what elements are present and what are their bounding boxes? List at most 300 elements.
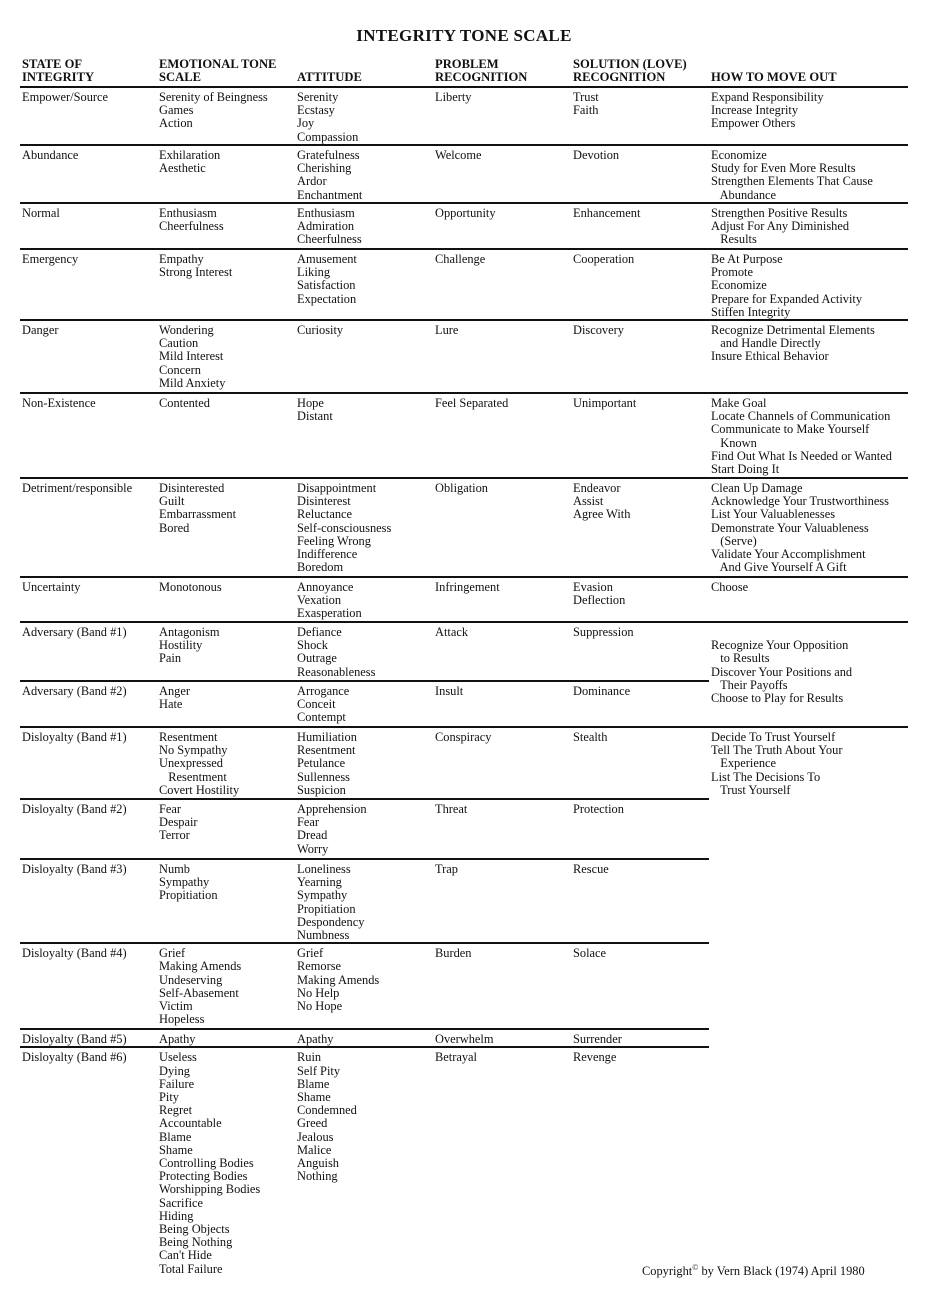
cell-line: Expectation [297,291,357,306]
cell-line: Resentment [297,743,356,758]
cell-line: Failure [159,1076,195,1091]
copyright-prefix: Copyright [642,1264,693,1279]
cell-state [20,859,157,943]
cell-line: Cherishing [297,161,352,176]
cell-line: Promote [711,265,753,280]
cell-line: Hopeless [159,1012,205,1027]
cell-line: Overwhelm [435,1032,494,1047]
cell-move [709,577,908,622]
cell-state [20,1047,157,1277]
cell-line: Enchantment [297,187,363,202]
cell-line: Distant [297,409,333,424]
cell-line: Agree With [573,507,631,522]
cell-line: Pity [159,1090,179,1105]
table-row [20,249,908,320]
cell-line: Covert Hostility [159,782,240,797]
cell-line: Defiance [297,625,342,640]
cell-line: Challenge [435,252,486,266]
cell-line: Compassion [297,129,359,144]
cell-line: Mild Interest [159,349,224,364]
cell-line: Acknowledge Your Trustworthiness [711,494,889,509]
cell-line: Contented [159,396,210,411]
cell-line: Serenity of Beingness [159,90,268,104]
header-line: EMOTIONAL TONE [159,57,277,71]
cell-line: Cooperation [573,252,635,266]
cell-line: Reasonableness [297,664,376,679]
column-header-move [709,56,908,87]
cell-line: Making Amends [297,972,380,987]
cell-line: Humiliation [297,730,357,745]
cell-line: Disinterested [159,481,225,496]
cell-line: Adversary (Band #1) [22,625,127,640]
document-title: INTEGRITY TONE SCALE [356,26,572,45]
cell-line: Guilt [159,494,185,509]
column-header-attitude [295,56,433,87]
header-line: PROBLEM [435,57,499,71]
cell-line: Games [159,103,194,118]
cell-line: Victim [159,999,193,1014]
cell-line: Rescue [573,862,609,877]
cell-problem [433,727,571,799]
header-line: SOLUTION (LOVE) [573,57,687,71]
cell-line: Find Out What Is Needed or Wanted [711,448,892,463]
cell-line: Grief [297,946,324,961]
cell-tone [157,727,295,799]
cell-line: Locate Channels of Communication [711,409,891,424]
cell-line: Curiosity [297,323,344,338]
cell-line: Condemned [297,1103,357,1118]
cell-line: Ecstasy [297,103,335,118]
cell-problem [433,478,571,577]
cell-line: Sullenness [297,769,351,784]
cell-attitude [295,799,433,859]
cell-line: Discovery [573,323,624,338]
cell-move [709,320,908,393]
cell-line: Lure [435,323,459,338]
cell-tone [157,1029,295,1047]
cell-solution [571,203,709,249]
cell-attitude [295,622,433,681]
cell-line: Amusement [297,252,357,266]
copyright-symbol: © [692,1263,699,1272]
cell-line: Betrayal [435,1050,477,1065]
cell-line: Adjust For Any Diminished [711,219,850,234]
cell-line: Known [711,435,757,450]
cell-line: Unexpressed [159,756,223,771]
cell-line: Solace [573,946,607,961]
copyright-text: by Vern Black (1974) April 1980 [701,1264,865,1279]
cell-line: Be At Purpose [711,252,783,266]
cell-line: Reluctance [297,507,353,522]
table-row [20,320,908,393]
cell-line: Anger [159,684,190,699]
cell-line: Empower Others [711,116,796,131]
cell-state [20,681,157,727]
cell-solution [571,1047,709,1277]
cell-line: Feel Separated [435,396,509,411]
cell-line: Attack [435,625,469,640]
cell-problem [433,249,571,320]
cell-line: Surrender [573,1032,622,1047]
cell-line: List Your Valuablenesses [711,507,836,522]
cell-line: Exasperation [297,606,362,621]
cell-line: Empower/Source [22,90,109,104]
cell-solution [571,478,709,577]
cell-tone [157,859,295,943]
cell-line: Dread [297,828,328,843]
cell-line: Increase Integrity [711,103,799,118]
cell-state [20,203,157,249]
cell-line: Feeling Wrong [297,533,371,548]
cell-problem [433,943,571,1029]
cell-attitude [295,320,433,393]
cell-tone [157,577,295,622]
table-row [20,622,908,681]
cell-tone [157,681,295,727]
cell-line: List The Decisions To [711,769,821,784]
table-row [20,478,908,577]
cell-line: Trust [573,90,599,104]
cell-tone [157,145,295,203]
cell-line: Greed [297,1116,328,1131]
cell-line: Controlling Bodies [159,1156,254,1171]
cell-line: Empathy [159,252,204,266]
column-header-tone [157,56,295,87]
cell-line: Communicate to Make Yourself [711,422,870,437]
cell-tone [157,203,295,249]
cell-line: Shock [297,638,328,653]
cell-line: Mild Anxiety [159,375,226,390]
cell-solution [571,320,709,393]
cell-line: Self-consciousness [297,520,392,535]
cell-line: Strengthen Positive Results [711,206,848,220]
cell-line: Burden [435,946,472,961]
cell-line: Enthusiasm [159,206,217,220]
cell-solution [571,727,709,799]
cell-line: Normal [22,206,60,220]
cell-line: Resentment [159,730,218,745]
cell-problem [433,203,571,249]
cell-problem [433,1047,571,1277]
cell-line: Being Nothing [159,1235,233,1250]
cell-line: Accountable [159,1116,222,1131]
cell-tone [157,943,295,1029]
cell-line: Satisfaction [297,278,356,293]
cell-line: Dying [159,1063,190,1078]
cell-line: Deflection [573,593,626,608]
cell-line: Blame [297,1076,330,1091]
cell-line: Enhancement [573,206,641,220]
cell-problem [433,577,571,622]
cell-state [20,799,157,859]
cell-line: Disinterest [297,494,351,509]
cell-line: Self Pity [297,1063,341,1078]
cell-state [20,1029,157,1047]
cell-line: Non-Existence [22,396,96,411]
cell-state [20,393,157,478]
cell-line: Validate Your Accomplishment [711,547,866,562]
cell-line: Embarrassment [159,507,237,522]
cell-line: Liberty [435,90,472,104]
cell-line: Their Payoffs [711,677,788,692]
cell-line: Emergency [22,252,79,266]
cell-line: Malice [297,1142,332,1157]
cell-solution [571,249,709,320]
header-line: STATE OF [22,57,83,71]
cell-move [709,622,908,727]
cell-state [20,727,157,799]
cell-line: Cheerfulness [159,219,224,234]
cell-line: Terror [159,828,190,843]
cell-move [709,249,908,320]
header-line: SCALE [159,70,201,84]
cell-attitude [295,87,433,145]
cell-line: Hate [159,697,183,712]
cell-state [20,249,157,320]
cell-line: Petulance [297,756,346,771]
cell-line: Liking [297,265,331,280]
cell-line: Economize [711,278,767,293]
cell-line: Prepare for Expanded Activity [711,291,863,306]
column-header-solution [571,56,709,87]
header-line: RECOGNITION [573,70,666,84]
cell-attitude [295,249,433,320]
cell-line: Wondering [159,323,214,338]
cell-solution [571,622,709,681]
cell-line: Making Amends [159,959,242,974]
cell-line: Action [159,116,193,131]
header-line: ATTITUDE [297,70,362,84]
cell-line: Insure Ethical Behavior [711,349,829,364]
cell-line: Concern [159,362,201,377]
cell-line: Disloyalty (Band #3) [22,862,127,877]
cell-line: Protection [573,802,624,817]
cell-line: Conceit [297,697,336,712]
cell-line: Infringement [435,580,500,595]
cell-solution [571,577,709,622]
cell-line: Resentment [159,769,227,784]
cell-line: Welcome [435,148,482,162]
cell-line: Blame [159,1129,192,1144]
cell-line: to Results [711,651,770,666]
cell-line: Tell The Truth About Your [711,743,843,758]
cell-line: Antagonism [159,625,220,640]
cell-line: Decide To Trust Yourself [711,730,836,745]
header-row [20,56,908,87]
cell-state [20,622,157,681]
cell-line: Sympathy [297,888,348,903]
cell-line: No Hope [297,999,343,1014]
cell-attitude [295,859,433,943]
cell-line: Serenity [297,90,339,104]
cell-line: Choose [711,580,749,595]
cell-tone [157,249,295,320]
cell-solution [571,943,709,1029]
cell-line: Gratefulness [297,148,360,162]
cell-solution [571,681,709,727]
cell-problem [433,393,571,478]
cell-line: Disappointment [297,481,377,496]
cell-line: Choose to Play for Results [711,691,844,706]
cell-line: And Give Yourself A Gift [711,560,847,575]
cell-line: Faith [573,103,599,118]
cell-line: Start Doing It [711,462,780,477]
cell-move [709,203,908,249]
cell-line: Endeavor [573,481,621,496]
cell-state [20,478,157,577]
cell-line: Boredom [297,560,344,575]
cell-problem [433,681,571,727]
cell-line: Disloyalty (Band #6) [22,1050,127,1065]
cell-line: Clean Up Damage [711,481,803,496]
cell-line: Results [711,232,757,247]
cell-line: Conspiracy [435,730,492,745]
cell-line: Useless [159,1050,197,1065]
table-row [20,145,908,203]
cell-line: Stiffen Integrity [711,304,791,319]
cell-line: Evasion [573,580,613,595]
cell-move [709,145,908,203]
cell-line: Sympathy [159,875,210,890]
cell-line: Yearning [297,875,342,890]
cell-problem [433,320,571,393]
cell-line: Suppression [573,625,634,640]
cell-solution [571,1029,709,1047]
cell-line: Outrage [297,651,337,666]
cell-line: No Help [297,985,340,1000]
cell-tone [157,478,295,577]
cell-line: Loneliness [297,862,351,877]
cell-line: Demonstrate Your Valuableness [711,520,869,535]
cell-line: Study for Even More Results [711,161,856,176]
cell-line: Joy [297,116,315,131]
cell-line: Bored [159,520,190,535]
cell-line: Worshipping Bodies [159,1182,261,1197]
cell-line: Threat [435,802,468,817]
cell-attitude [295,393,433,478]
cell-line: Revenge [573,1050,617,1065]
cell-line: Jealous [297,1129,334,1144]
cell-line: Shame [297,1090,331,1105]
cell-line: Detriment/responsible [22,481,133,496]
cell-line: Apprehension [297,802,367,817]
cell-line: Unimportant [573,396,637,411]
cell-line: Hostility [159,638,203,653]
cell-line: Dominance [573,684,631,699]
cell-line: Insult [435,684,464,699]
cell-state [20,943,157,1029]
cell-attitude [295,203,433,249]
cell-line: Regret [159,1103,193,1118]
cell-line: Ardor [297,174,327,189]
cell-move [709,393,908,478]
cell-line: Disloyalty (Band #2) [22,802,127,817]
cell-line: Assist [573,494,604,509]
integrity-tone-scale-table [20,56,908,1277]
cell-line: Suspicion [297,782,346,797]
table-row [20,393,908,478]
cell-line: Nothing [297,1169,338,1184]
cell-attitude [295,727,433,799]
cell-line: Danger [22,323,59,338]
cell-move [709,478,908,577]
cell-line: Apathy [297,1032,334,1047]
cell-line: Undeserving [159,972,223,987]
cell-line: Devotion [573,148,620,162]
cell-line: Abundance [22,148,79,162]
table-row [20,727,908,799]
table-row [20,577,908,622]
cell-line: Anguish [297,1156,339,1171]
column-header-state [20,56,157,87]
cell-line: Aesthetic [159,161,206,176]
cell-line: Opportunity [435,206,496,220]
cell-line: Trust Yourself [711,782,791,797]
cell-line: Indifference [297,547,358,562]
cell-line: Pain [159,651,182,666]
cell-tone [157,1047,295,1277]
cell-line: Make Goal [711,396,767,411]
cell-line: Apathy [159,1032,196,1047]
cell-problem [433,859,571,943]
cell-line: Obligation [435,481,488,496]
cell-line: Worry [297,841,329,856]
cell-line: Abundance [711,187,777,202]
cell-move [709,87,908,145]
cell-line: Monotonous [159,580,222,595]
cell-tone [157,393,295,478]
cell-solution [571,87,709,145]
cell-state [20,87,157,145]
cell-line: Ruin [297,1050,322,1065]
cell-line: Exhilaration [159,148,221,162]
cell-line: Self-Abasement [159,985,239,1000]
cell-line: Recognize Your Opposition [711,638,849,653]
cell-solution [571,393,709,478]
cell-attitude [295,1047,433,1277]
cell-line: Propitiation [297,901,356,916]
cell-line: Numb [159,862,190,877]
cell-problem [433,622,571,681]
cell-line: Fear [159,802,182,817]
table-row [20,87,908,145]
cell-solution [571,145,709,203]
cell-line: Cheerfulness [297,232,362,247]
cell-line: Grief [159,946,186,961]
cell-state [20,577,157,622]
cell-attitude [295,1029,433,1047]
cell-line: No Sympathy [159,743,228,758]
cell-problem [433,1029,571,1047]
cell-line: Stealth [573,730,608,745]
cell-state [20,145,157,203]
cell-tone [157,622,295,681]
cell-line: Vexation [297,593,342,608]
cell-line: Fear [297,815,320,830]
cell-line: Contempt [297,710,346,725]
cell-line: Disloyalty (Band #5) [22,1032,127,1047]
cell-line: Being Objects [159,1222,230,1237]
cell-line: Despondency [297,914,365,929]
cell-line: Caution [159,336,199,351]
cell-line: Can't Hide [159,1248,212,1263]
cell-line: Hope [297,396,324,411]
cell-line: and Handle Directly [711,336,821,351]
header-line: RECOGNITION [435,70,528,84]
cell-tone [157,87,295,145]
cell-line: Strong Interest [159,265,233,280]
cell-line: Total Failure [159,1261,223,1276]
